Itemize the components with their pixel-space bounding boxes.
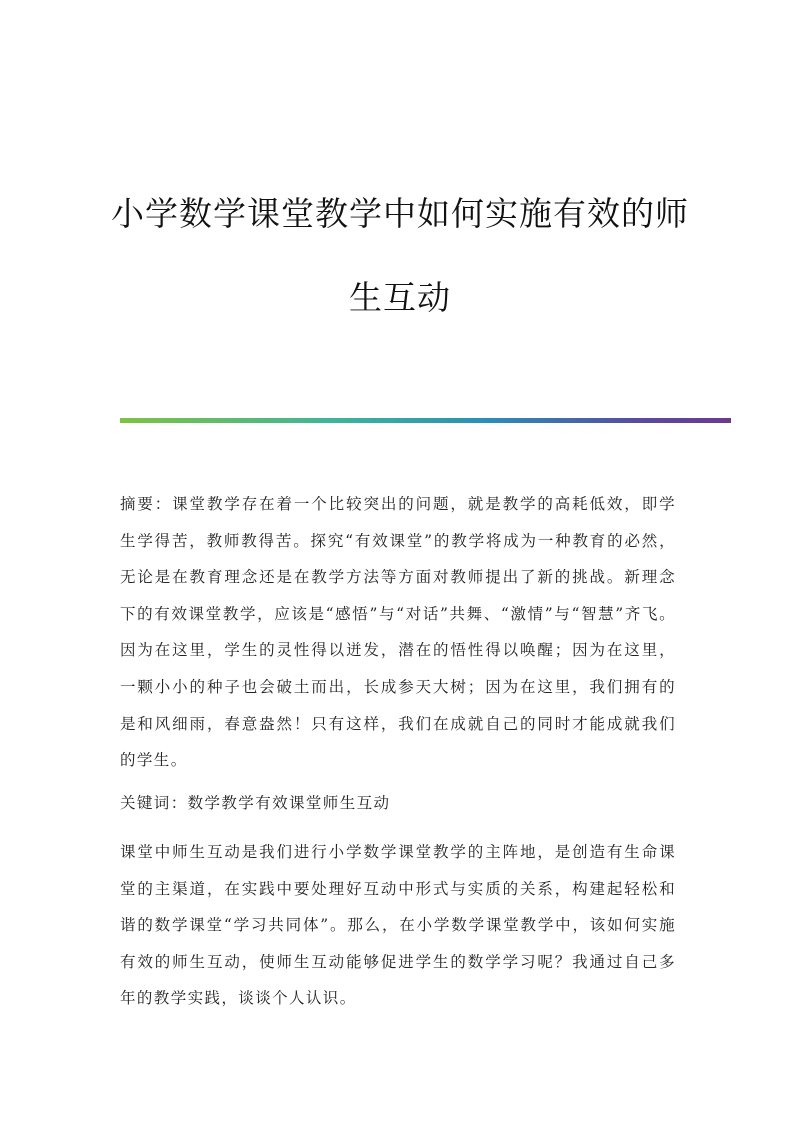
title-divider — [120, 418, 731, 423]
body-paragraph: 课堂中师生互动是我们进行小学数学课堂教学的主阵地，是创造有生命课堂的主渠道，在实践中要处理好互动中形式与实质的关系，构建起轻松和谐的数学课堂“学习共同体”。那么，在小学数学课堂教学中，该如何实施有效的师生互动，使师生互动能够促进学生的数学学习呢？我通过自己多年的教学实践，谈谈个人认识。 — [120, 843, 676, 1008]
document-title-line-2: 生互动 — [349, 278, 451, 317]
keywords-line: 关键词：数学教学有效课堂师生互动 — [120, 794, 391, 812]
document-title-line-1: 小学数学课堂教学中如何实施有效的师 — [111, 194, 689, 233]
abstract-paragraph: 摘要：课堂教学存在着一个比较突出的问题，就是教学的高耗低效，即学生学得苦，教师教得苦。探究“有效课堂”的教学将成为一种教育的必然，无论是在教育理念还是在教学方法等方面对教师提出了新的挑战。新理念下的有效课堂教学，应该是“感悟”与“对话”共舞、“激情”与“智慧”齐飞。因为在这里，学生的灵性得以迸发，潜在的悟性得以唤醒；因为在这里，一颗小小的种子也会破土而出，长成参天大树；因为在这里，我们拥有的是和风细雨，春意盎然！只有这样，我们在成就自己的同时才能成就我们的学生。 — [120, 495, 676, 770]
